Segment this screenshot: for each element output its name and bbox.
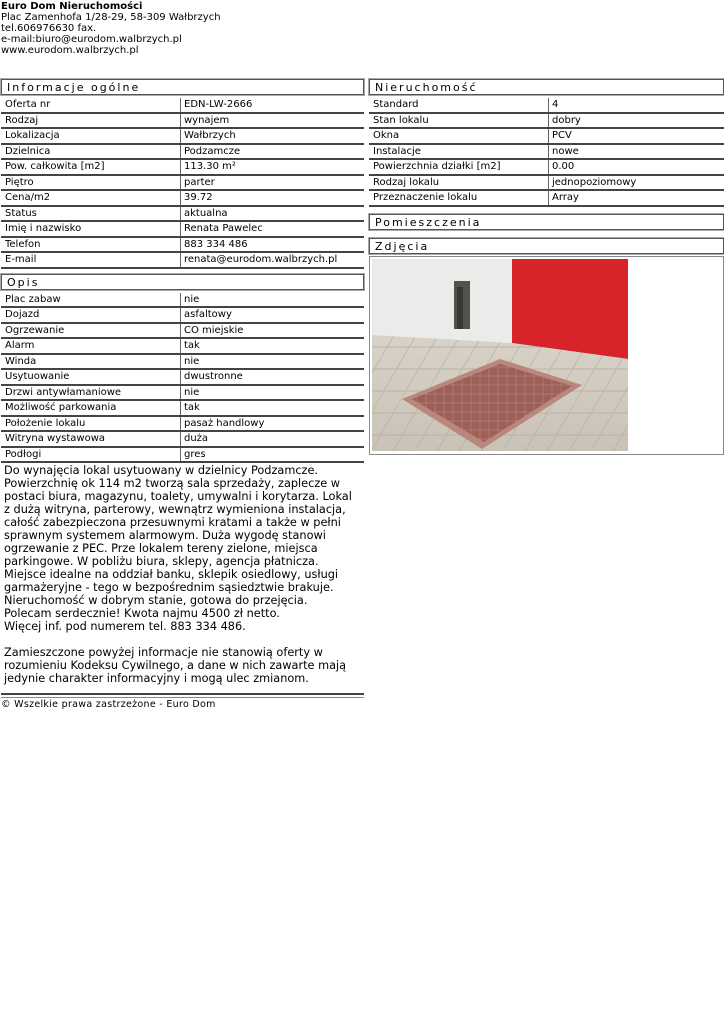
row-value: 883 334 486 xyxy=(184,238,248,250)
text-line: Nieruchomość w dobrym stanie, gotowa do przejęcia. xyxy=(4,594,308,607)
text-line: całość zabezpieczona przesuwnymi kratami a także w pełni xyxy=(4,516,341,529)
row-label: Przeznaczenie lokalu xyxy=(369,191,549,205)
table-row xyxy=(1,207,364,223)
table-row xyxy=(1,370,364,386)
row-label: E-mail xyxy=(1,253,181,267)
row-value: duża xyxy=(184,433,209,444)
text-line: parkingowe. W pobliżu biura, sklepy, agencja płatnicza. xyxy=(4,555,319,568)
row-value: wynajem xyxy=(184,114,230,126)
table-row xyxy=(1,114,364,130)
features-table xyxy=(1,293,364,464)
row-label: Drzwi antywłamaniowe xyxy=(1,386,181,400)
table-row xyxy=(1,238,364,254)
row-value: aktualna xyxy=(184,207,228,219)
section-description-title: Opis xyxy=(1,274,364,290)
table-row xyxy=(1,355,364,371)
row-label: Rodzaj xyxy=(1,114,181,128)
description-block xyxy=(1,463,364,695)
row-label: Dojazd xyxy=(1,308,181,322)
row-value: 39.72 xyxy=(184,192,213,203)
row-label: Plac zabaw xyxy=(1,293,181,307)
text-line: Zamieszczone powyżej informacje nie stanowią oferty w xyxy=(4,646,323,659)
agency-name: Euro Dom Nieruchomości xyxy=(1,1,143,12)
row-value: Podzamcze xyxy=(184,145,241,157)
table-row xyxy=(1,129,364,145)
row-value: 0.00 xyxy=(552,161,575,172)
row-label: Położenie lokalu xyxy=(1,417,181,431)
row-value: dobry xyxy=(552,114,581,126)
table-row xyxy=(1,293,364,309)
table-row xyxy=(1,339,364,355)
row-value: asfaltowy xyxy=(184,309,232,320)
row-label: Pow. całkowita [m2] xyxy=(1,160,181,174)
row-value: Wałbrzych xyxy=(184,130,236,141)
row-value: 4 xyxy=(552,99,559,110)
table-row xyxy=(1,253,364,269)
row-label: Instalacje xyxy=(369,145,549,159)
row-value: nie xyxy=(184,293,200,305)
table-row xyxy=(1,176,364,192)
agency-phone: tel.606976630 fax. xyxy=(1,23,97,34)
row-label: Podłogi xyxy=(1,448,181,462)
row-value: 113.30 m² xyxy=(184,161,236,172)
row-value: nie xyxy=(184,386,200,398)
table-row xyxy=(1,191,364,207)
row-label: Stan lokalu xyxy=(369,114,549,128)
text-line: postaci biura, magazynu, toalety, umywalni i korytarza. Lokal xyxy=(4,490,352,503)
row-label: Status xyxy=(1,207,181,221)
row-label: Telefon xyxy=(1,238,181,252)
text-line: Do wynajęcia lokal usytuowany w dzielnicy Podzamcze. xyxy=(4,464,319,477)
row-label: Usytuowanie xyxy=(1,370,181,384)
row-label: Rodzaj lokalu xyxy=(369,176,549,190)
table-row xyxy=(369,160,724,176)
property-photo[interactable] xyxy=(372,259,628,451)
table-row xyxy=(369,98,724,114)
text-line: z dużą witryna, parterowy, wewnątrz wymieniona instalacja, xyxy=(4,503,346,516)
agency-header xyxy=(1,1,221,56)
row-value: EDN-LW-2666 xyxy=(184,99,253,110)
row-label: Okna xyxy=(369,129,549,143)
row-label: Możliwość parkowania xyxy=(1,401,181,415)
table-row xyxy=(1,222,364,238)
row-label: Piętro xyxy=(1,176,181,190)
agency-email[interactable]: e-mail:biuro@eurodom.walbrzych.pl xyxy=(1,34,182,45)
row-label: Powierzchnia działki [m2] xyxy=(369,160,549,174)
text-line: Więcej inf. pod numerem tel. 883 334 486. xyxy=(4,620,246,633)
table-row xyxy=(1,98,364,114)
description-text xyxy=(4,464,361,633)
section-photos-title: Zdjęcia xyxy=(369,238,724,254)
row-value: dwustronne xyxy=(184,371,243,382)
table-row xyxy=(1,160,364,176)
section-property-title: Nieruchomość xyxy=(369,79,724,95)
row-label: Lokalizacja xyxy=(1,129,181,143)
table-row xyxy=(369,145,724,161)
text-line: garmażeryjne - tego w bezpośrednim sąsiedztwie brakuje. xyxy=(4,581,334,594)
row-label: Winda xyxy=(1,355,181,369)
row-value: parter xyxy=(184,176,215,188)
row-label: Oferta nr xyxy=(1,98,181,112)
row-value: tak xyxy=(184,340,200,351)
table-row xyxy=(1,386,364,402)
disclaimer-text xyxy=(4,646,361,685)
row-label: Imię i nazwisko xyxy=(1,222,181,236)
table-row xyxy=(1,432,364,448)
text-line: sprawnym systemem alarmowym. Duża wygodę stanowi xyxy=(4,529,326,542)
row-value: renata@eurodom.walbrzych.pl xyxy=(184,254,338,265)
row-value: nowe xyxy=(552,145,579,157)
row-label: Dzielnica xyxy=(1,145,181,159)
table-row xyxy=(1,308,364,324)
table-row xyxy=(1,448,364,464)
row-value: pasaż handlowy xyxy=(184,417,265,429)
text-line: Miejsce idealne na oddział banku, sklepik osiedlowy, usługi xyxy=(4,568,339,581)
table-row xyxy=(1,417,364,433)
row-label: Standard xyxy=(369,98,549,112)
text-line: Polecam serdecznie! Kwota najmu 4500 zł netto. xyxy=(4,607,280,620)
row-label: Alarm xyxy=(1,339,181,353)
table-row xyxy=(1,145,364,161)
text-line: jedynie charakter informacyjny i mogą ulec zmianom. xyxy=(4,672,309,685)
table-row xyxy=(1,324,364,340)
photo-frame xyxy=(369,256,724,455)
copyright-footer: © Wszelkie prawa zastrzeżone - Euro Dom xyxy=(1,699,216,710)
row-value: tak xyxy=(184,402,200,413)
table-row xyxy=(369,191,724,207)
right-column xyxy=(369,79,724,455)
row-value: PCV xyxy=(552,130,572,141)
table-row xyxy=(369,129,724,145)
property-table xyxy=(369,98,724,207)
agency-address: Plac Zamenhofa 1/28-29, 58-309 Wałbrzych xyxy=(1,12,221,23)
general-table xyxy=(1,98,364,269)
row-label: Cena/m2 xyxy=(1,191,181,205)
row-value: CO miejskie xyxy=(184,324,244,336)
table-row xyxy=(369,176,724,192)
table-row xyxy=(1,401,364,417)
table-row xyxy=(369,114,724,130)
row-value: jednopoziomowy xyxy=(552,176,637,188)
text-line: Powierzchnię ok 114 m2 tworzą sala sprzedaży, zaplecze w xyxy=(4,477,341,490)
section-rooms-title: Pomieszczenia xyxy=(369,214,724,230)
row-value: gres xyxy=(184,448,206,460)
text-line: ogrzewanie z PEC. Prze lokalem tereny zielone, miejsca xyxy=(4,542,318,555)
row-value: Renata Pawelec xyxy=(184,223,263,234)
section-general-title: Informacje ogólne xyxy=(1,79,364,95)
left-column xyxy=(1,79,364,698)
row-label: Ogrzewanie xyxy=(1,324,181,338)
agency-www[interactable]: www.eurodom.walbrzych.pl xyxy=(1,45,139,56)
row-value: nie xyxy=(184,355,200,367)
row-label: Witryna wystawowa xyxy=(1,432,181,446)
row-value: Array xyxy=(552,192,579,203)
text-line: rozumieniu Kodeksu Cywilnego, a dane w nich zawarte mają xyxy=(4,659,347,672)
